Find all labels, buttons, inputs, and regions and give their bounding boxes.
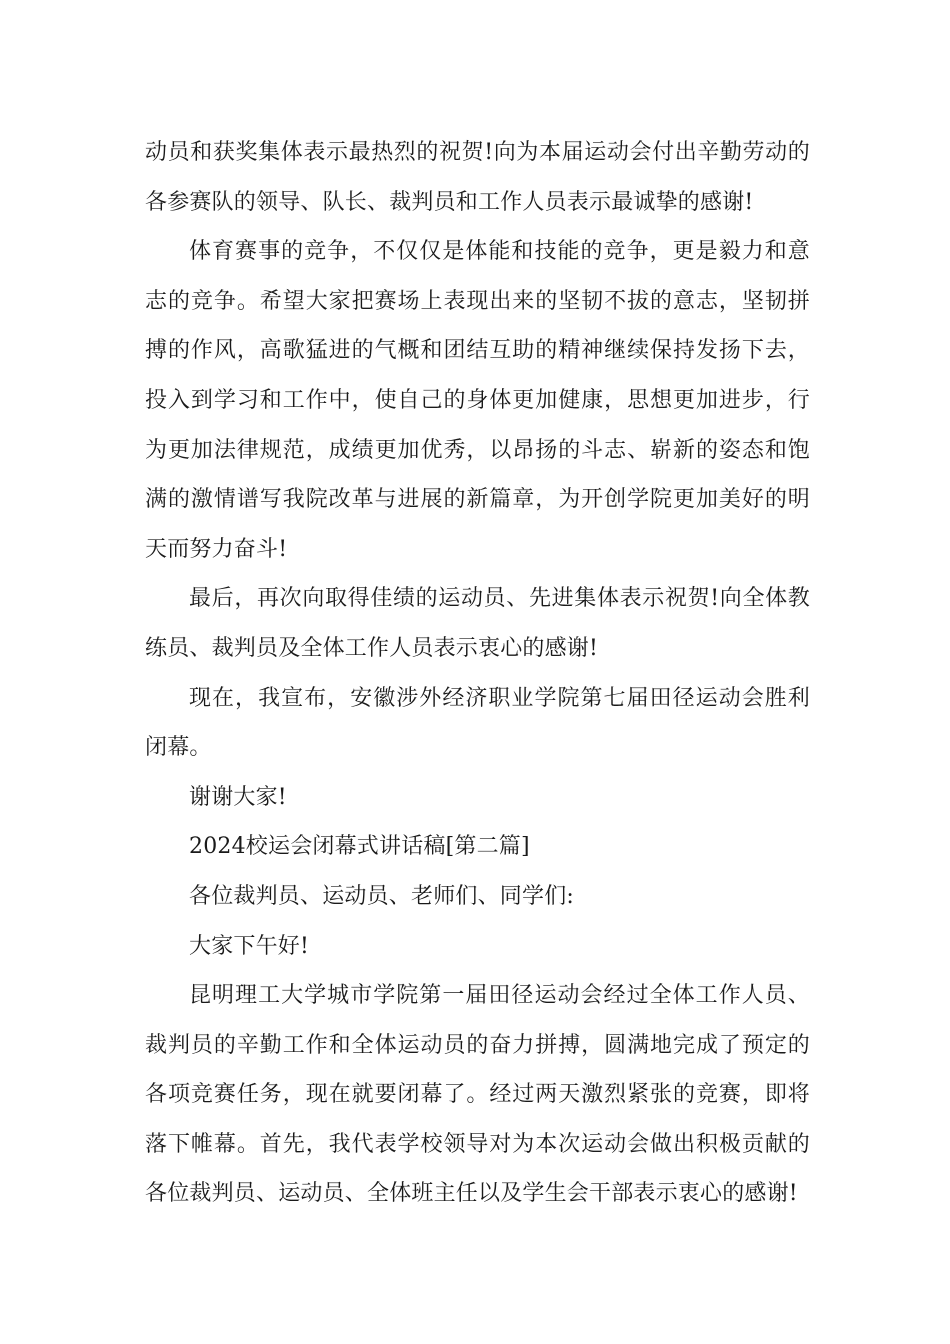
salutation: 各位裁判员、运动员、老师们、同学们: — [189, 883, 575, 909]
paragraph-9: 昆明理工大学城市学院第一届田径运动会经过全体工作人员、裁判员的辛勤工作和全体运动员的奋力拼搏，圆满地完成了预定的各项竞赛任务，现在就要闭幕了。经过两天激烈紧张的竞赛，即将落下帷幕。首先，我代表学校领导对为本次运动会做出积极贡献的各位裁判员、运动员、全体班主任以及学生会干部表示衷心的感谢! — [145, 983, 810, 1207]
paragraph-3: 最后，再次向取得佳绩的运动员、先进集体表示祝贺!向全体教练员、裁判员及全体工作人员表示衷心的感谢! — [145, 586, 810, 661]
paragraph-2: 体育赛事的竞争，不仅仅是体能和技能的竞争，更是毅力和意志的竞争。希望大家把赛场上表现出来的坚韧不拔的意志，坚韧拼搏的作风，高歌猛进的气概和团结互助的精神继续保持发扬下去，投入到学习和工作中，使自己的身体更加健康，思想更加进步，行为更加法律规范，成绩更加优秀，以昂扬的斗志、崭新的姿态和饱满的激情谱写我院改革与进展的新篇章，为开创学院更加美好的明天而努力奋斗! — [145, 239, 810, 562]
paragraph-4: 现在，我宣布，安徽涉外经济职业学院第七届田径运动会胜利闭幕。 — [145, 685, 810, 761]
paragraph-5: 谢谢大家! — [189, 784, 287, 810]
document-page — [145, 128, 810, 1219]
paragraph-1: 动员和获奖集体表示最热烈的祝贺!向为本届运动会付出辛勤劳动的各参赛队的领导、队长、裁判员和工作人员表示最诚挚的感谢! — [145, 140, 810, 215]
greeting: 大家下午好! — [189, 933, 310, 959]
section-heading: 2024校运会闭幕式讲话稿[第二篇] — [189, 834, 530, 860]
